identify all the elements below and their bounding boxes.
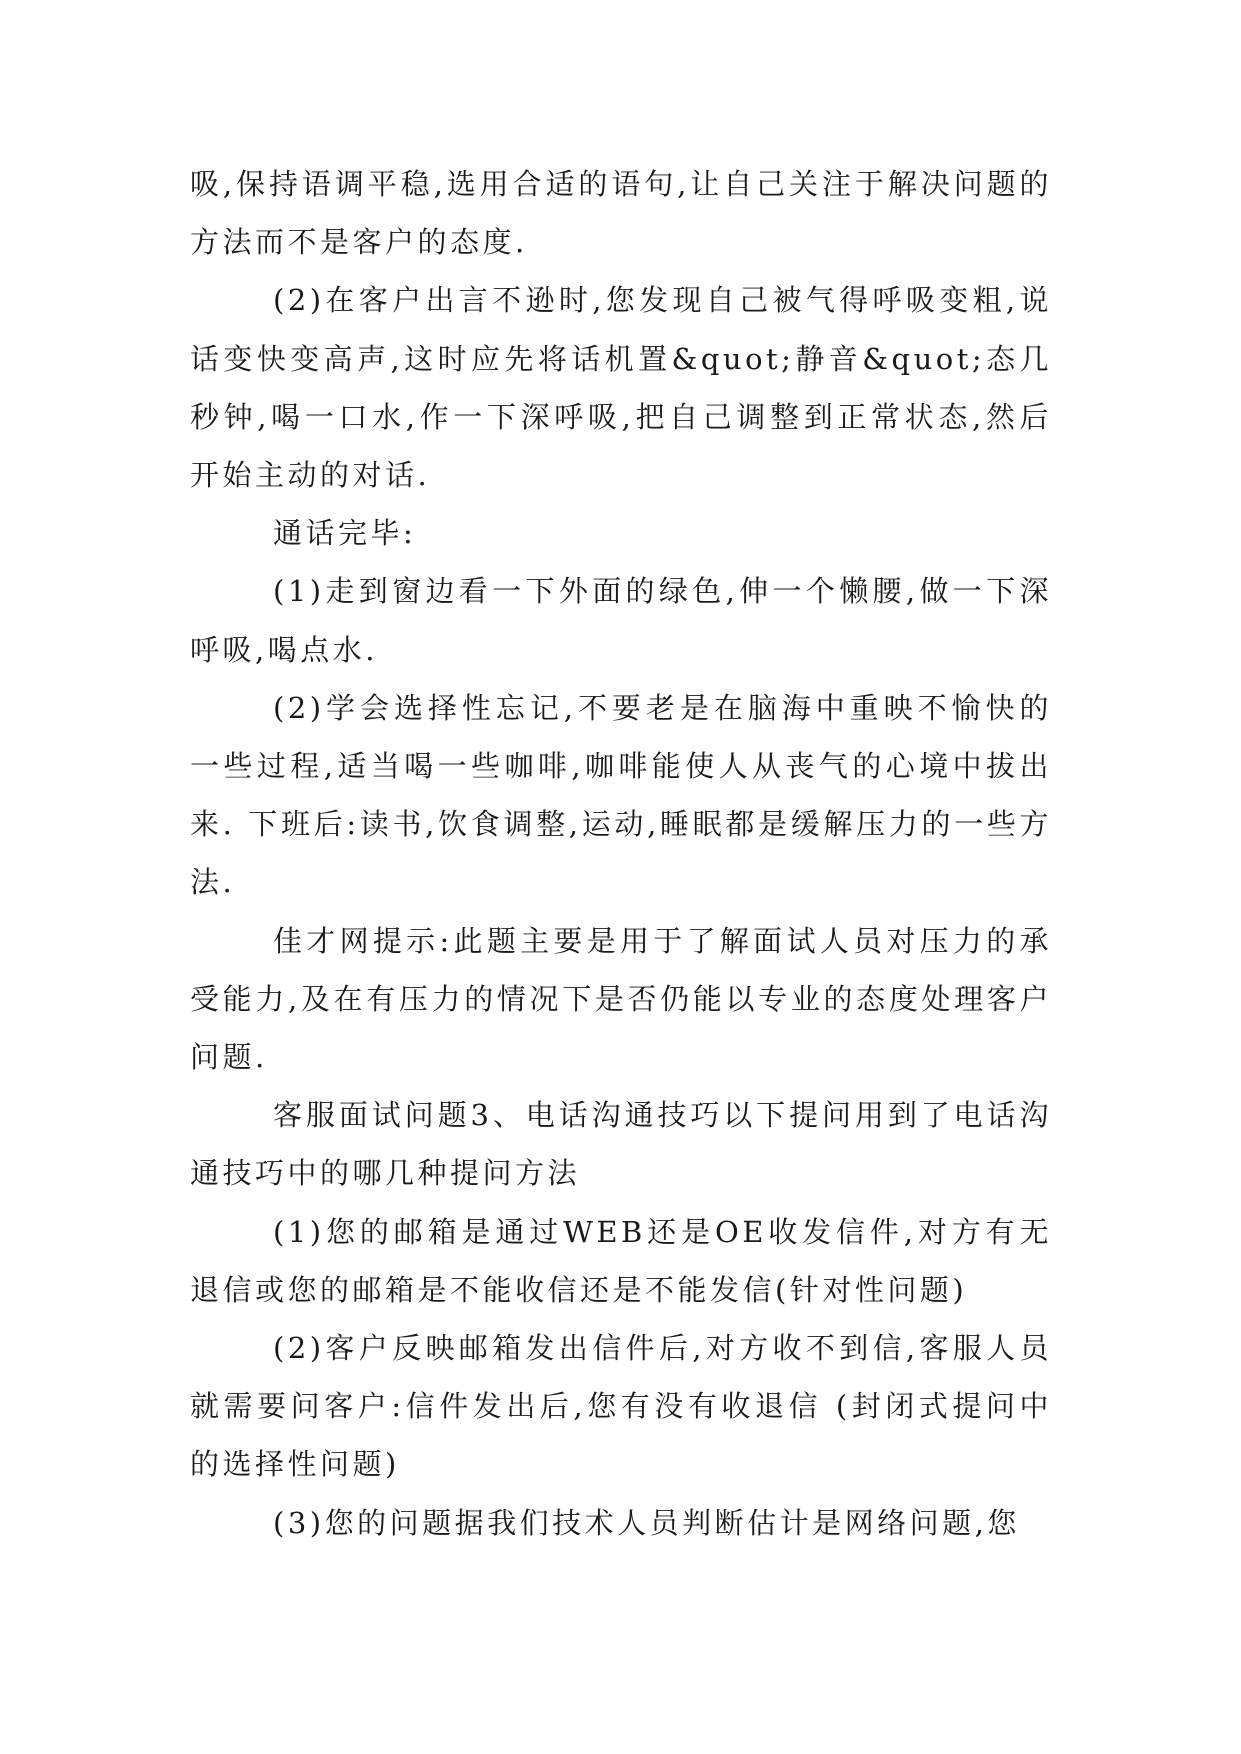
paragraph-hint: 佳才网提示:此题主要是用于了解面试人员对压力的承受能力,及在有压力的情况下是否仍能以专业的态度处理客户问题. (190, 923, 1052, 1075)
paragraph-window-tip: (1)走到窗边看一下外面的绿色,伸一个懒腰,做一下深呼吸,喝点水. (190, 574, 1052, 667)
paragraph-forget-tip: (2)学会选择性忘记,不要老是在脑海中重映不愉快的一些过程,适当喝一些咖啡,咖啡能使人从丧气的心境中拔出来. 下班后:读书,饮食调整,运动,睡眠都是缓解压力的一些方法. (190, 690, 1052, 900)
paragraph-question-item-3: (3)您的问题据我们技术人员判断估计是网络问题,您 (273, 1505, 1020, 1540)
paragraph-mute-tip: (2)在客户出言不逊时,您发现自己被气得呼吸变粗,说话变快变高声,这时应先将话机置&quot;静音&quot;态几秒钟,喝一口水,作一下深呼吸,把自己调整到正常状态,然后开始主动的对话. (190, 283, 1052, 493)
paragraph-question-item-1: (1)您的邮箱是通过WEB还是OE收发信件,对方有无退信或您的邮箱是不能收信还是不能发信(针对性问题) (190, 1214, 1052, 1307)
document-body (190, 155, 1052, 1552)
paragraph-call-ended-heading: 通话完毕: (273, 516, 417, 551)
paragraph-question-item-2: (2)客户反映邮箱发出信件后,对方收不到信,客服人员就需要问客户:信件发出后,您有没有收退信 (封闭式提问中的选择性问题) (190, 1331, 1052, 1482)
paragraph-continuation: 吸,保持语调平稳,选用合适的语句,让自己关注于解决问题的方法而不是客户的态度. (190, 167, 1052, 260)
paragraph-question-3: 客服面试问题3、电话沟通技巧以下提问用到了电话沟通技巧中的哪几种提问方法 (190, 1098, 1052, 1191)
